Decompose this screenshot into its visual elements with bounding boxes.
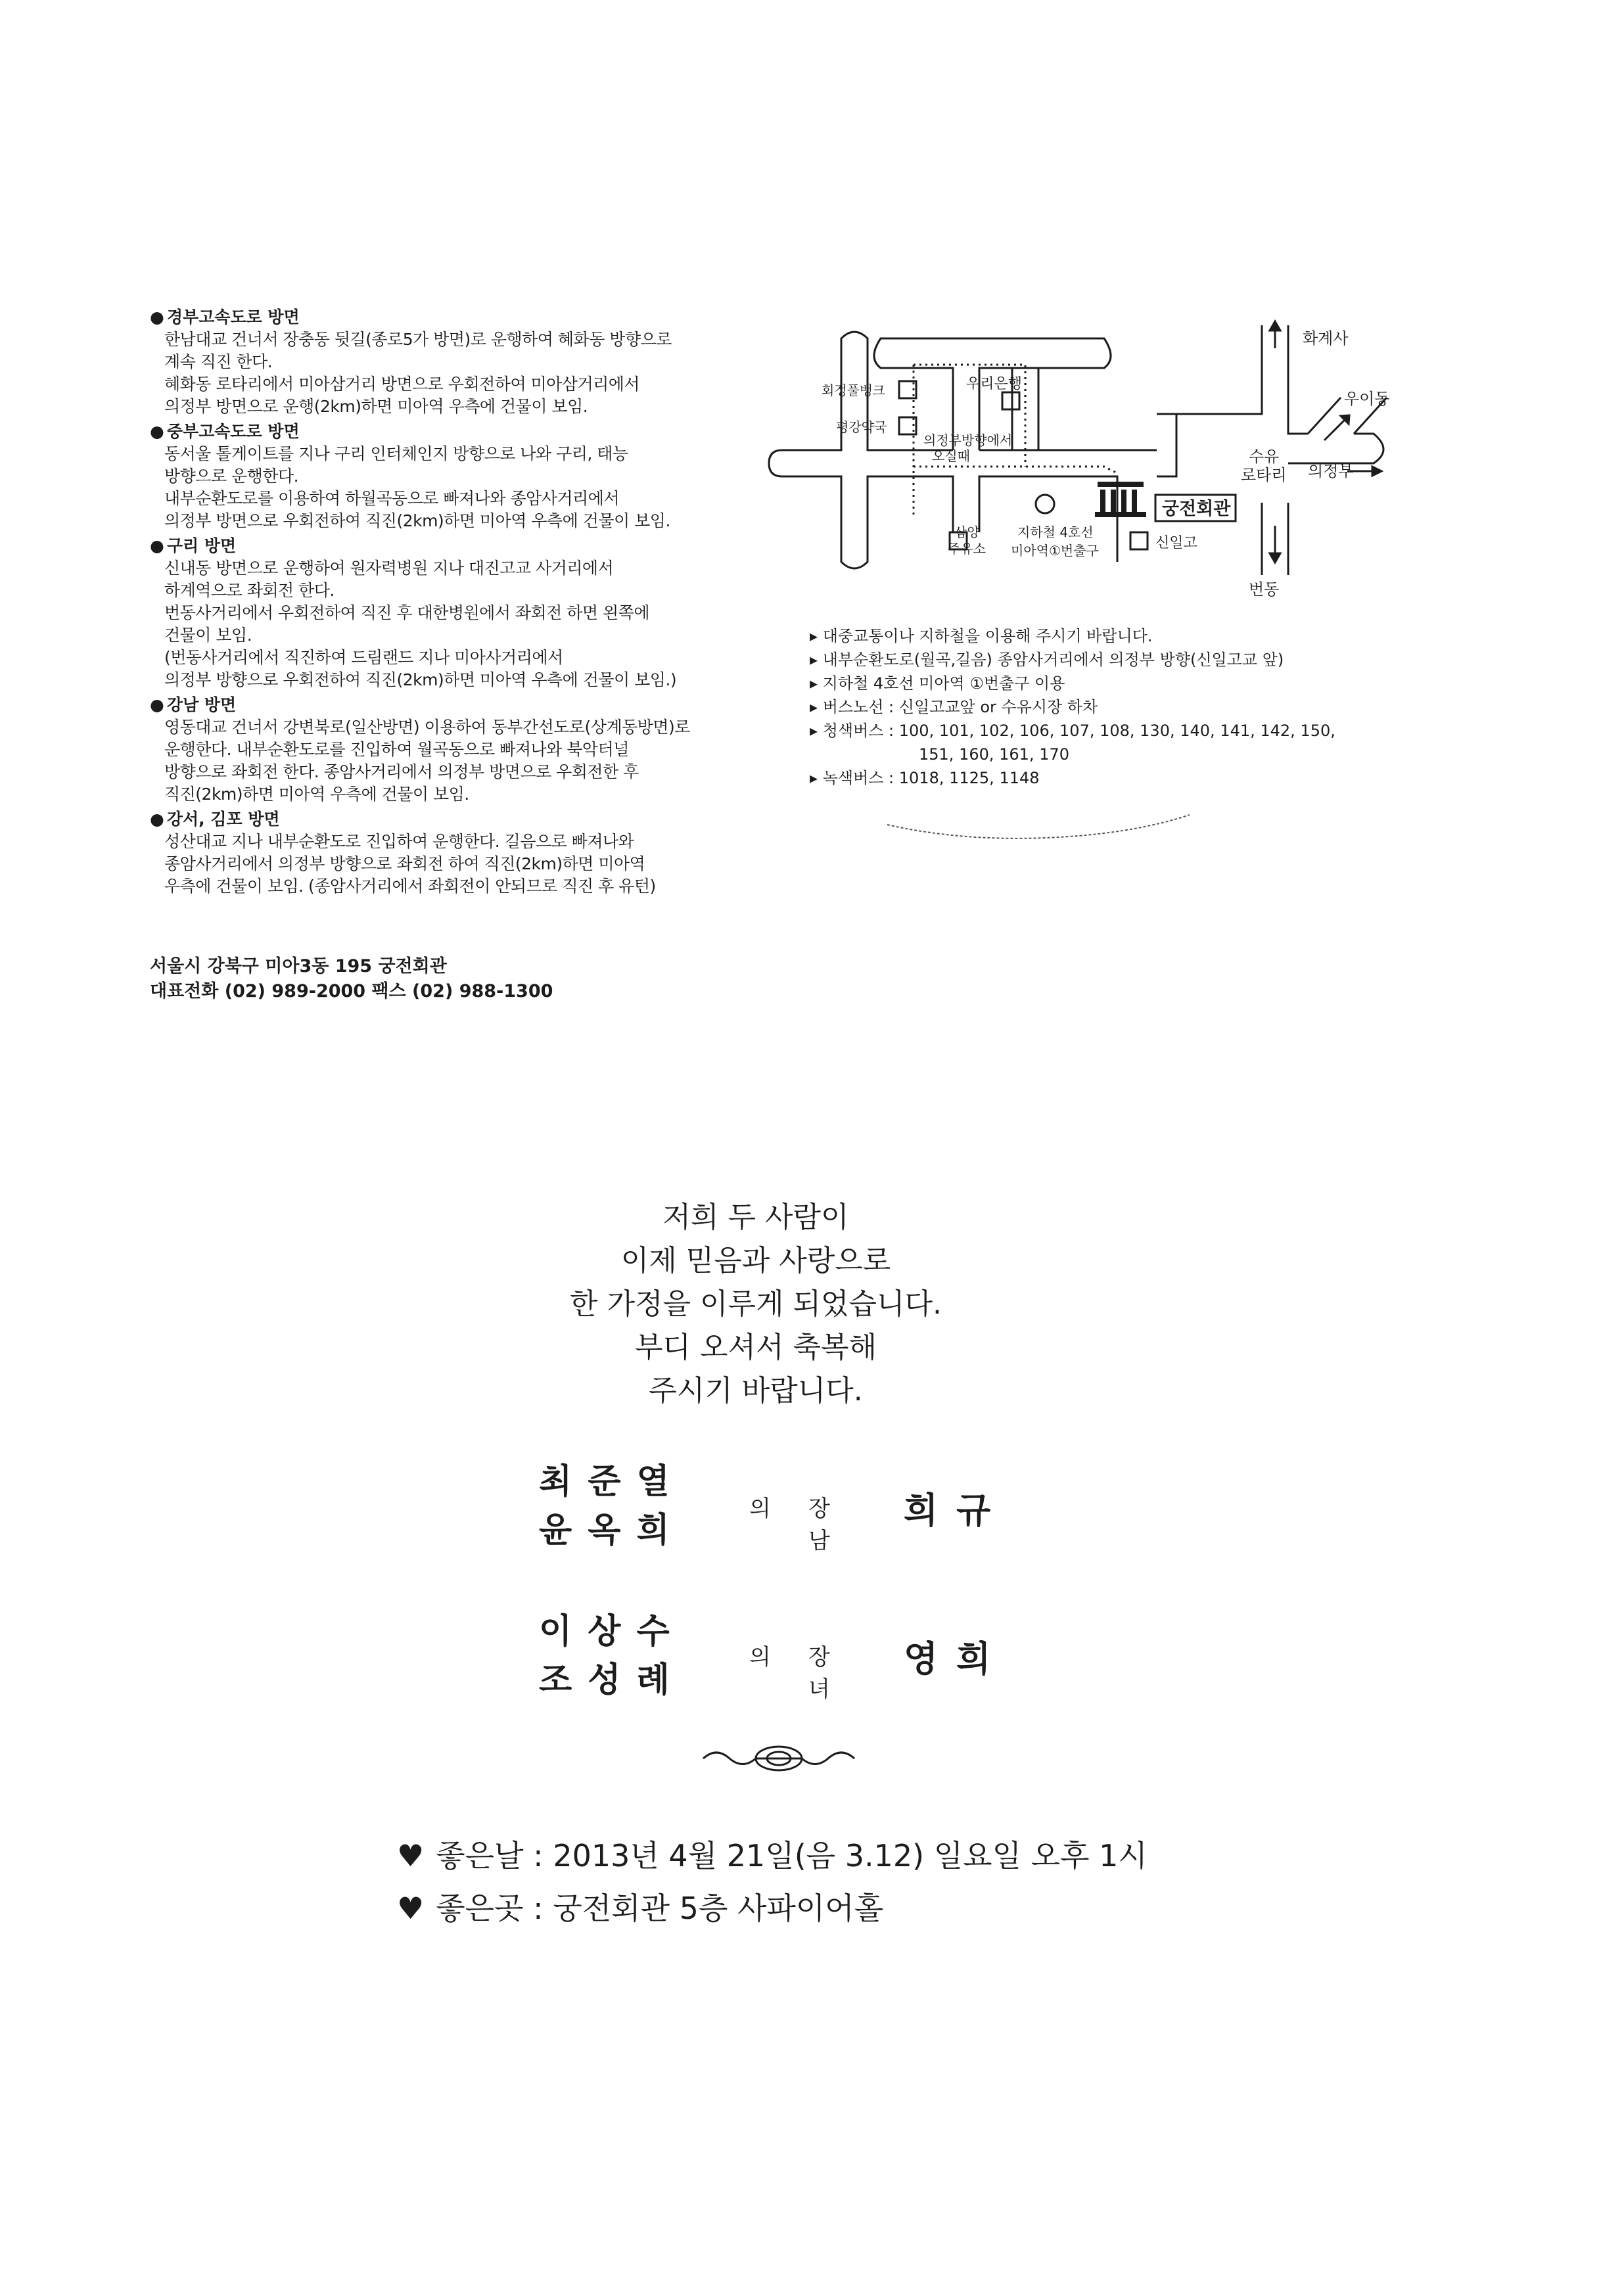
direction-line: 계속 직진 한다. — [164, 352, 273, 371]
green-bus-line: ▸ 녹색버스 : 1018, 1125, 1148 — [810, 766, 1335, 790]
direction-title: ● 구리 방면 — [150, 535, 754, 557]
map-label-from-uj: 의정부방향에서 — [923, 432, 1013, 448]
bride-mother: 조성례 — [539, 1661, 685, 1700]
direction-line: 의정부 방면으로 우회전하여 직진(2km)하면 미아역 우측에 건물이 보임. — [164, 511, 670, 530]
relation-role: 장녀 — [808, 1644, 830, 1703]
map-label-suyu: 수유 — [1249, 448, 1280, 466]
map-label-come: 오실때 — [932, 448, 970, 464]
groom-mother: 윤옥희 — [539, 1511, 685, 1550]
direction-gangseo — [150, 808, 754, 898]
direction-line: 직진(2km)하면 미아역 우측에 건물이 보임. — [164, 785, 469, 804]
direction-line: 의정부 방면으로 운행(2km)하면 미아역 우측에 건물이 보임. — [164, 397, 588, 416]
location-map — [762, 299, 1406, 601]
direction-line: 혜화동 로타리에서 미아삼거리 방면으로 우회전하여 미아삼거리에서 — [164, 375, 640, 394]
direction-gangnam — [150, 694, 754, 806]
direction-line: 성산대교 지나 내부순환도로 진입하여 운행한다. 길음으로 빠져나와 — [164, 832, 634, 851]
direction-line: 건물이 보임. — [164, 626, 252, 645]
map-label-sinil: 신일고 — [1155, 535, 1197, 551]
direction-line: 번동사거리에서 우회전하여 직진 후 대한병원에서 좌회전 하면 왼쪽에 — [164, 603, 649, 622]
map-label-subway: 지하철 4호선 — [1017, 524, 1094, 540]
direction-line: 하계역으로 좌회전 한다. — [164, 581, 335, 600]
direction-line: 의정부 방향으로 우회전하여 직진(2km)하면 미아역 우측에 건물이 보임.) — [164, 670, 677, 689]
map-label-rotary: 로타리 — [1241, 466, 1287, 484]
direction-line: 우측에 건물이 보임. (종암사거리에서 좌회전이 안되므로 직진 후 유턴) — [164, 877, 656, 896]
map-label-uijeongbu: 의정부 — [1308, 462, 1354, 480]
blue-bus-line: ▸ 청색버스 : 100, 101, 102, 106, 107, 108, 130, 140, 141, 142, 150, — [810, 719, 1335, 743]
date-label: 좋은날 : — [436, 1838, 544, 1873]
invite-line: 주시기 바랍니다. — [649, 1374, 863, 1408]
direction-line: 영동대교 건너서 강변북로(일산방면) 이용하여 동부간선도로(상계동방면)로 — [164, 718, 690, 737]
heart-icon: ♥ — [397, 1838, 425, 1873]
venue-building-icon — [1095, 482, 1146, 517]
transit-line: ▸ 버스노선 : 신일고교앞 or 수유시장 하차 — [810, 695, 1335, 719]
invite-line: 부디 오셔서 축복해 — [634, 1331, 877, 1364]
transit-line: ▸ 대중교통이나 지하철을 이용해 주시기 바랍니다. — [810, 624, 1335, 648]
invitation-message — [0, 1196, 1512, 1413]
event-place — [397, 1885, 883, 1928]
map-label-beondong: 번동 — [1249, 580, 1280, 599]
relation-role: 장남 — [808, 1496, 830, 1554]
phone-fax-line: 대표전화 (02) 989-2000 팩스 (02) 988-1300 — [150, 981, 553, 1001]
direction-jungbu — [150, 421, 754, 532]
map-label-hoejeong: 회정풀뱅크 — [822, 382, 885, 398]
heart-icon: ♥ — [397, 1891, 425, 1926]
groom-father: 최준열 — [539, 1462, 685, 1502]
blue-bus-line-cont: 151, 160, 161, 170 — [919, 745, 1070, 764]
direction-line: 방향으로 운행한다. — [164, 467, 299, 486]
direction-title: ● 경부고속도로 방면 — [150, 306, 754, 329]
transit-line: ▸ 지하철 4호선 미아역 ①번출구 이용 — [810, 672, 1335, 695]
direction-gyeongbu — [150, 306, 754, 418]
bride-father: 이상수 — [539, 1612, 685, 1651]
direction-title: ● 강서, 김포 방면 — [150, 808, 754, 831]
event-date — [397, 1832, 1148, 1875]
direction-line: 신내동 방면으로 운행하여 원자력병원 지나 대진고교 사거리에서 — [164, 559, 614, 578]
groom-parents — [539, 1458, 685, 1555]
place-label: 좋은곳 : — [436, 1891, 544, 1926]
venue-address — [150, 954, 553, 1004]
ornament-icon — [697, 1740, 861, 1779]
map-label-gas-station: 주유소 — [948, 541, 986, 557]
map-label-pyeonggang: 평강약국 — [836, 419, 887, 435]
decorative-divider — [881, 812, 1196, 851]
direction-line: 운행한다. 내부순환도로를 진입하여 월곡동으로 빠져나와 북악터널 — [164, 740, 629, 759]
direction-line: (번동사거리에서 직진하여 드림랜드 지나 미아사거리에서 — [164, 648, 563, 667]
map-label-venue: 궁전회관 — [1162, 499, 1231, 519]
direction-title: ● 강남 방면 — [150, 694, 754, 716]
invite-line: 한 가정을 이루게 되었습니다. — [570, 1287, 942, 1321]
direction-title: ● 중부고속도로 방면 — [150, 421, 754, 443]
bride-parents — [539, 1607, 685, 1705]
direction-line: 방향으로 좌회전 한다. 종암사거리에서 의정부 방면으로 우회전한 후 — [164, 762, 639, 781]
invite-line: 이제 믿음과 사랑으로 — [620, 1244, 891, 1277]
direction-line: 내부순환도로를 이용하여 하월곡동으로 빠져나와 종암사거리에서 — [164, 489, 619, 508]
directions-section — [150, 304, 754, 898]
groom-name: 희규 — [904, 1490, 1009, 1531]
map-label-exit: 미아역①번출구 — [1011, 543, 1099, 559]
address-line: 서울시 강북구 미아3동 195 궁전회관 — [150, 956, 447, 976]
transit-info — [810, 624, 1335, 790]
direction-guri — [150, 535, 754, 691]
relation-ui: 의 — [749, 1496, 771, 1522]
transit-line: ▸ 내부순환도로(월곡,길음) 종암사거리에서 의정부 방향(신일고교 앞) — [810, 648, 1335, 672]
direction-line: 한남대교 건너서 장충동 뒷길(종로5가 방면)로 운행하여 혜화동 방향으로 — [164, 330, 672, 349]
date-value: 2013년 4월 21일(음 3.12) 일요일 오후 1시 — [553, 1838, 1148, 1873]
place-value: 궁전회관 5층 사파이어홀 — [553, 1891, 884, 1926]
map-label-uidong: 우이동 — [1344, 390, 1390, 408]
invite-line: 저희 두 사람이 — [662, 1201, 849, 1234]
map-label-woori: 우리은행 — [966, 376, 1023, 392]
map-label-samyang: 삼양 — [954, 524, 980, 540]
direction-line: 동서울 톨게이트를 지나 구리 인터체인지 방향으로 나와 구리, 태능 — [164, 444, 628, 463]
map-label-hwagyesa: 화계사 — [1303, 329, 1349, 348]
bride-name: 영희 — [904, 1638, 1009, 1680]
relation-ui: 의 — [749, 1644, 771, 1670]
direction-line: 종암사거리에서 의정부 방향으로 좌회전 하여 직진(2km)하면 미아역 — [164, 854, 645, 873]
